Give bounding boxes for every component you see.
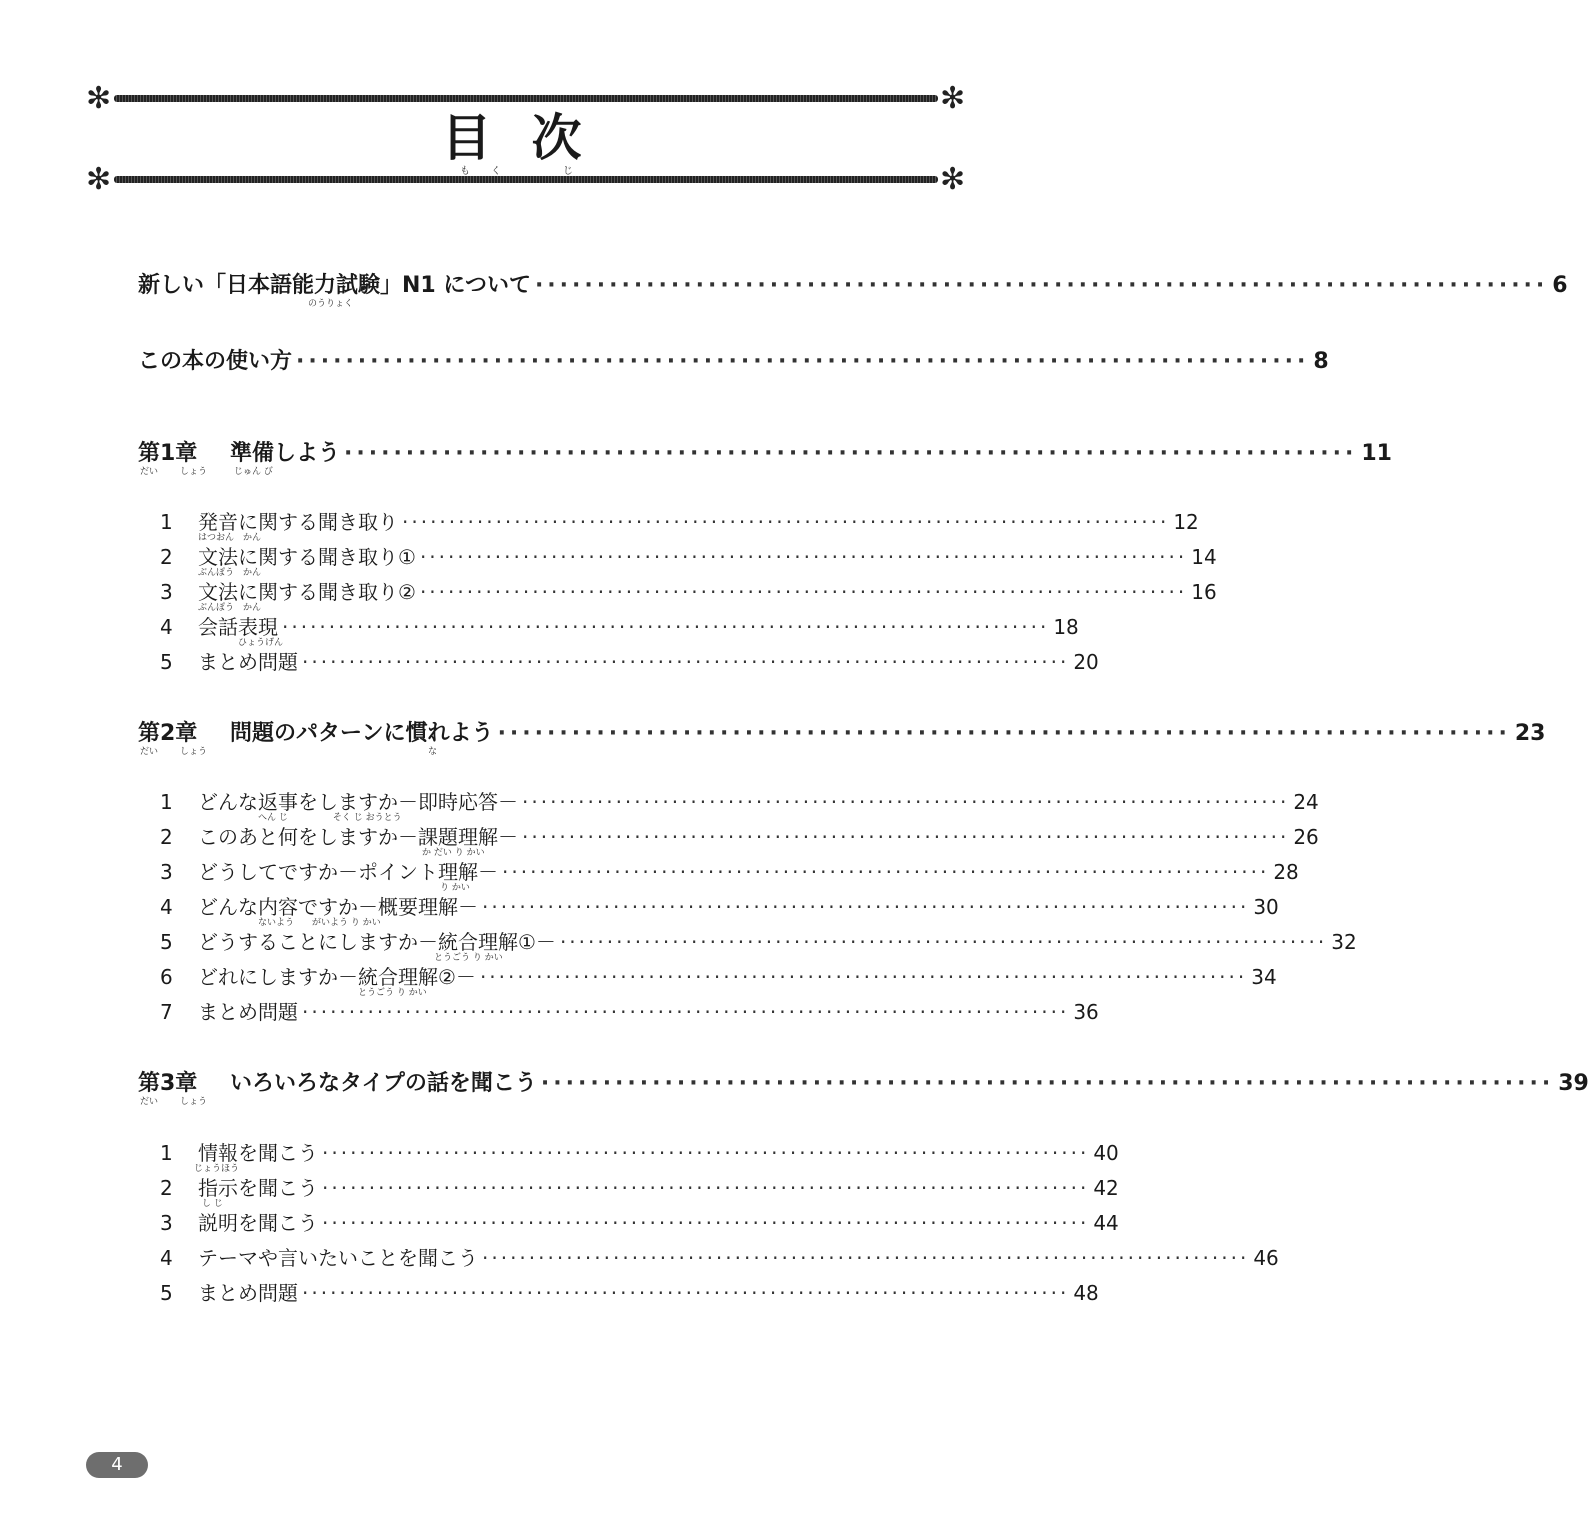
ruby-text: ぶんぽう かん — [198, 568, 262, 578]
page-number: 26 — [1293, 825, 1319, 849]
top-decorative-rule — [114, 95, 938, 102]
dot-leader: ·················································································· — [540, 1071, 1555, 1096]
dot-leader: ·················································································· — [497, 721, 1511, 746]
page-number: 16 — [1191, 580, 1217, 604]
toc-item[interactable]: 1 情報を聞こう ·················································································· 40 — [160, 1141, 1119, 1165]
ruby-text: はつおん かん — [198, 533, 262, 543]
ruby-text: し じ — [202, 1199, 223, 1209]
dot-leader: ·················································································· — [344, 441, 1358, 466]
dot-leader: ·················································································· — [302, 1000, 1070, 1024]
dot-leader: ·················································································· — [302, 650, 1070, 674]
dot-leader: ·················································································· — [302, 1281, 1070, 1305]
dot-leader: ·················································································· — [522, 790, 1290, 814]
asterisk-ornament-icon: ✻ — [940, 162, 966, 197]
page-number: 11 — [1361, 441, 1392, 466]
page-number: 18 — [1053, 615, 1079, 639]
ruby-text: じょうほう — [194, 1164, 240, 1174]
ruby-text: しょう — [180, 1097, 208, 1107]
ruby-text: り かい — [440, 883, 470, 893]
dot-leader: ·················································································· — [419, 580, 1188, 604]
toc-item[interactable]: 4 どんな内容ですか－概要理解－ ·················································································· 30 — [160, 895, 1279, 919]
page-number: 39 — [1558, 1071, 1589, 1096]
toc-entry-how-to-use[interactable]: この本の使い方 ·················································································· 8 — [138, 349, 1329, 374]
ruby-text: か だい り かい — [422, 848, 485, 858]
dot-leader: ·················································································· — [502, 860, 1270, 884]
toc-item[interactable]: 4 会話表現 ·················································································· 18 — [160, 615, 1079, 639]
page-number-badge: 4 — [86, 1452, 148, 1478]
chapter-1-heading[interactable]: 第1章 準備しよう ·················································································· 11 — [138, 441, 1392, 466]
page-number: 28 — [1273, 860, 1299, 884]
ruby-text: とうごう り かい — [358, 988, 427, 998]
page-number: 40 — [1093, 1141, 1119, 1165]
page-number: 23 — [1514, 721, 1546, 746]
page-number: 20 — [1073, 650, 1099, 674]
ruby-text: ぶんぽう かん — [198, 603, 262, 613]
toc-item[interactable]: 5 まとめ問題 ·················································································· 48 — [160, 1281, 1099, 1305]
ruby-text: しょう — [180, 747, 208, 757]
toc-item[interactable]: 2 文法に関する聞き取り① ·················································································· 14 — [160, 545, 1217, 569]
toc-item[interactable]: 3 説明を聞こう ·················································································· 44 — [160, 1211, 1119, 1235]
asterisk-ornament-icon: ✻ — [86, 81, 112, 116]
page-number: 30 — [1253, 895, 1279, 919]
page-number: 12 — [1173, 510, 1199, 534]
ruby-text: ひょうげん — [238, 638, 284, 648]
page-number: 48 — [1073, 1281, 1099, 1305]
page-number: 24 — [1293, 790, 1319, 814]
asterisk-ornament-icon: ✻ — [86, 162, 112, 197]
ruby-text: じゅん び — [234, 467, 273, 477]
dot-leader: ·················································································· — [419, 545, 1188, 569]
dot-leader: ·················································································· — [282, 615, 1050, 639]
dot-leader: ·················································································· — [322, 1211, 1090, 1235]
ruby-text: だい — [140, 467, 159, 477]
page-number: 14 — [1191, 545, 1217, 569]
ruby-text: な — [428, 747, 438, 757]
asterisk-ornament-icon: ✻ — [940, 81, 966, 116]
dot-leader: ·················································································· — [522, 825, 1290, 849]
chapter-3-heading[interactable]: 第3章 いろいろなタイプの話を聞こう ·················································································· 39 — [138, 1071, 1589, 1096]
ruby-text: だい — [140, 1097, 159, 1107]
dot-leader: ·················································································· — [482, 895, 1250, 919]
toc-item[interactable]: 1 どんな返事をしますか－即時応答－ ·················································································· 24 — [160, 790, 1319, 814]
dot-leader: ·················································································· — [322, 1141, 1090, 1165]
toc-item[interactable]: 5 まとめ問題 ·················································································· 20 — [160, 650, 1099, 674]
page-number: 6 — [1552, 273, 1568, 298]
page-number: 44 — [1093, 1211, 1119, 1235]
dot-leader: ·················································································· — [322, 1176, 1090, 1200]
toc-item[interactable]: 6 どれにしますか－統合理解②－ ·················································································· 34 — [160, 965, 1277, 989]
toc-item[interactable]: 2 このあと何をしますか－課題理解－ ·················································································· 26 — [160, 825, 1319, 849]
toc-item[interactable]: 1 発音に関する聞き取り ·················································································· 12 — [160, 510, 1199, 534]
page-number: 36 — [1073, 1000, 1099, 1024]
ruby-text: のうりょく — [308, 299, 354, 309]
dot-leader: ·················································································· — [534, 273, 1549, 298]
toc-item[interactable]: 7 まとめ問題 ·················································································· 36 — [160, 1000, 1099, 1024]
page-number: 34 — [1251, 965, 1277, 989]
ruby-text: へん じ そく じ おうとう — [258, 813, 402, 823]
page-number: 32 — [1331, 930, 1357, 954]
page-title: 目次 — [441, 109, 622, 167]
dot-leader: ·················································································· — [296, 349, 1310, 374]
ruby-text: だい — [140, 747, 159, 757]
ruby-text: しょう — [180, 467, 208, 477]
page-number: 46 — [1253, 1246, 1279, 1270]
ruby-text: ないよう がいよう り かい — [258, 918, 381, 928]
ruby-text: とうごう り かい — [434, 953, 503, 963]
page-number: 8 — [1313, 349, 1329, 374]
toc-item[interactable]: 3 文法に関する聞き取り② ·················································································· 16 — [160, 580, 1217, 604]
bottom-decorative-rule — [114, 176, 938, 183]
dot-leader: ·················································································· — [402, 510, 1170, 534]
toc-entry-about-n1[interactable]: 新しい「日本語能力試験」N1 について ·················································································· 6 — [138, 273, 1568, 298]
page-number: 42 — [1093, 1176, 1119, 1200]
dot-leader: ·················································································· — [559, 930, 1328, 954]
toc-item[interactable]: 5 どうすることにしますか－統合理解①－ ·················································································· 32 — [160, 930, 1357, 954]
dot-leader: ·················································································· — [479, 965, 1248, 989]
chapter-2-heading[interactable]: 第2章 問題のパターンに慣れよう ·················································································· 23 — [138, 721, 1546, 746]
toc-item[interactable]: 2 指示を聞こう ·················································································· 42 — [160, 1176, 1119, 1200]
dot-leader: ·················································································· — [482, 1246, 1250, 1270]
toc-item[interactable]: 4 テーマや言いたいことを聞こう ·················································································· 46 — [160, 1246, 1279, 1270]
toc-item[interactable]: 3 どうしてですか－ポイント理解－ ·················································································· 28 — [160, 860, 1299, 884]
